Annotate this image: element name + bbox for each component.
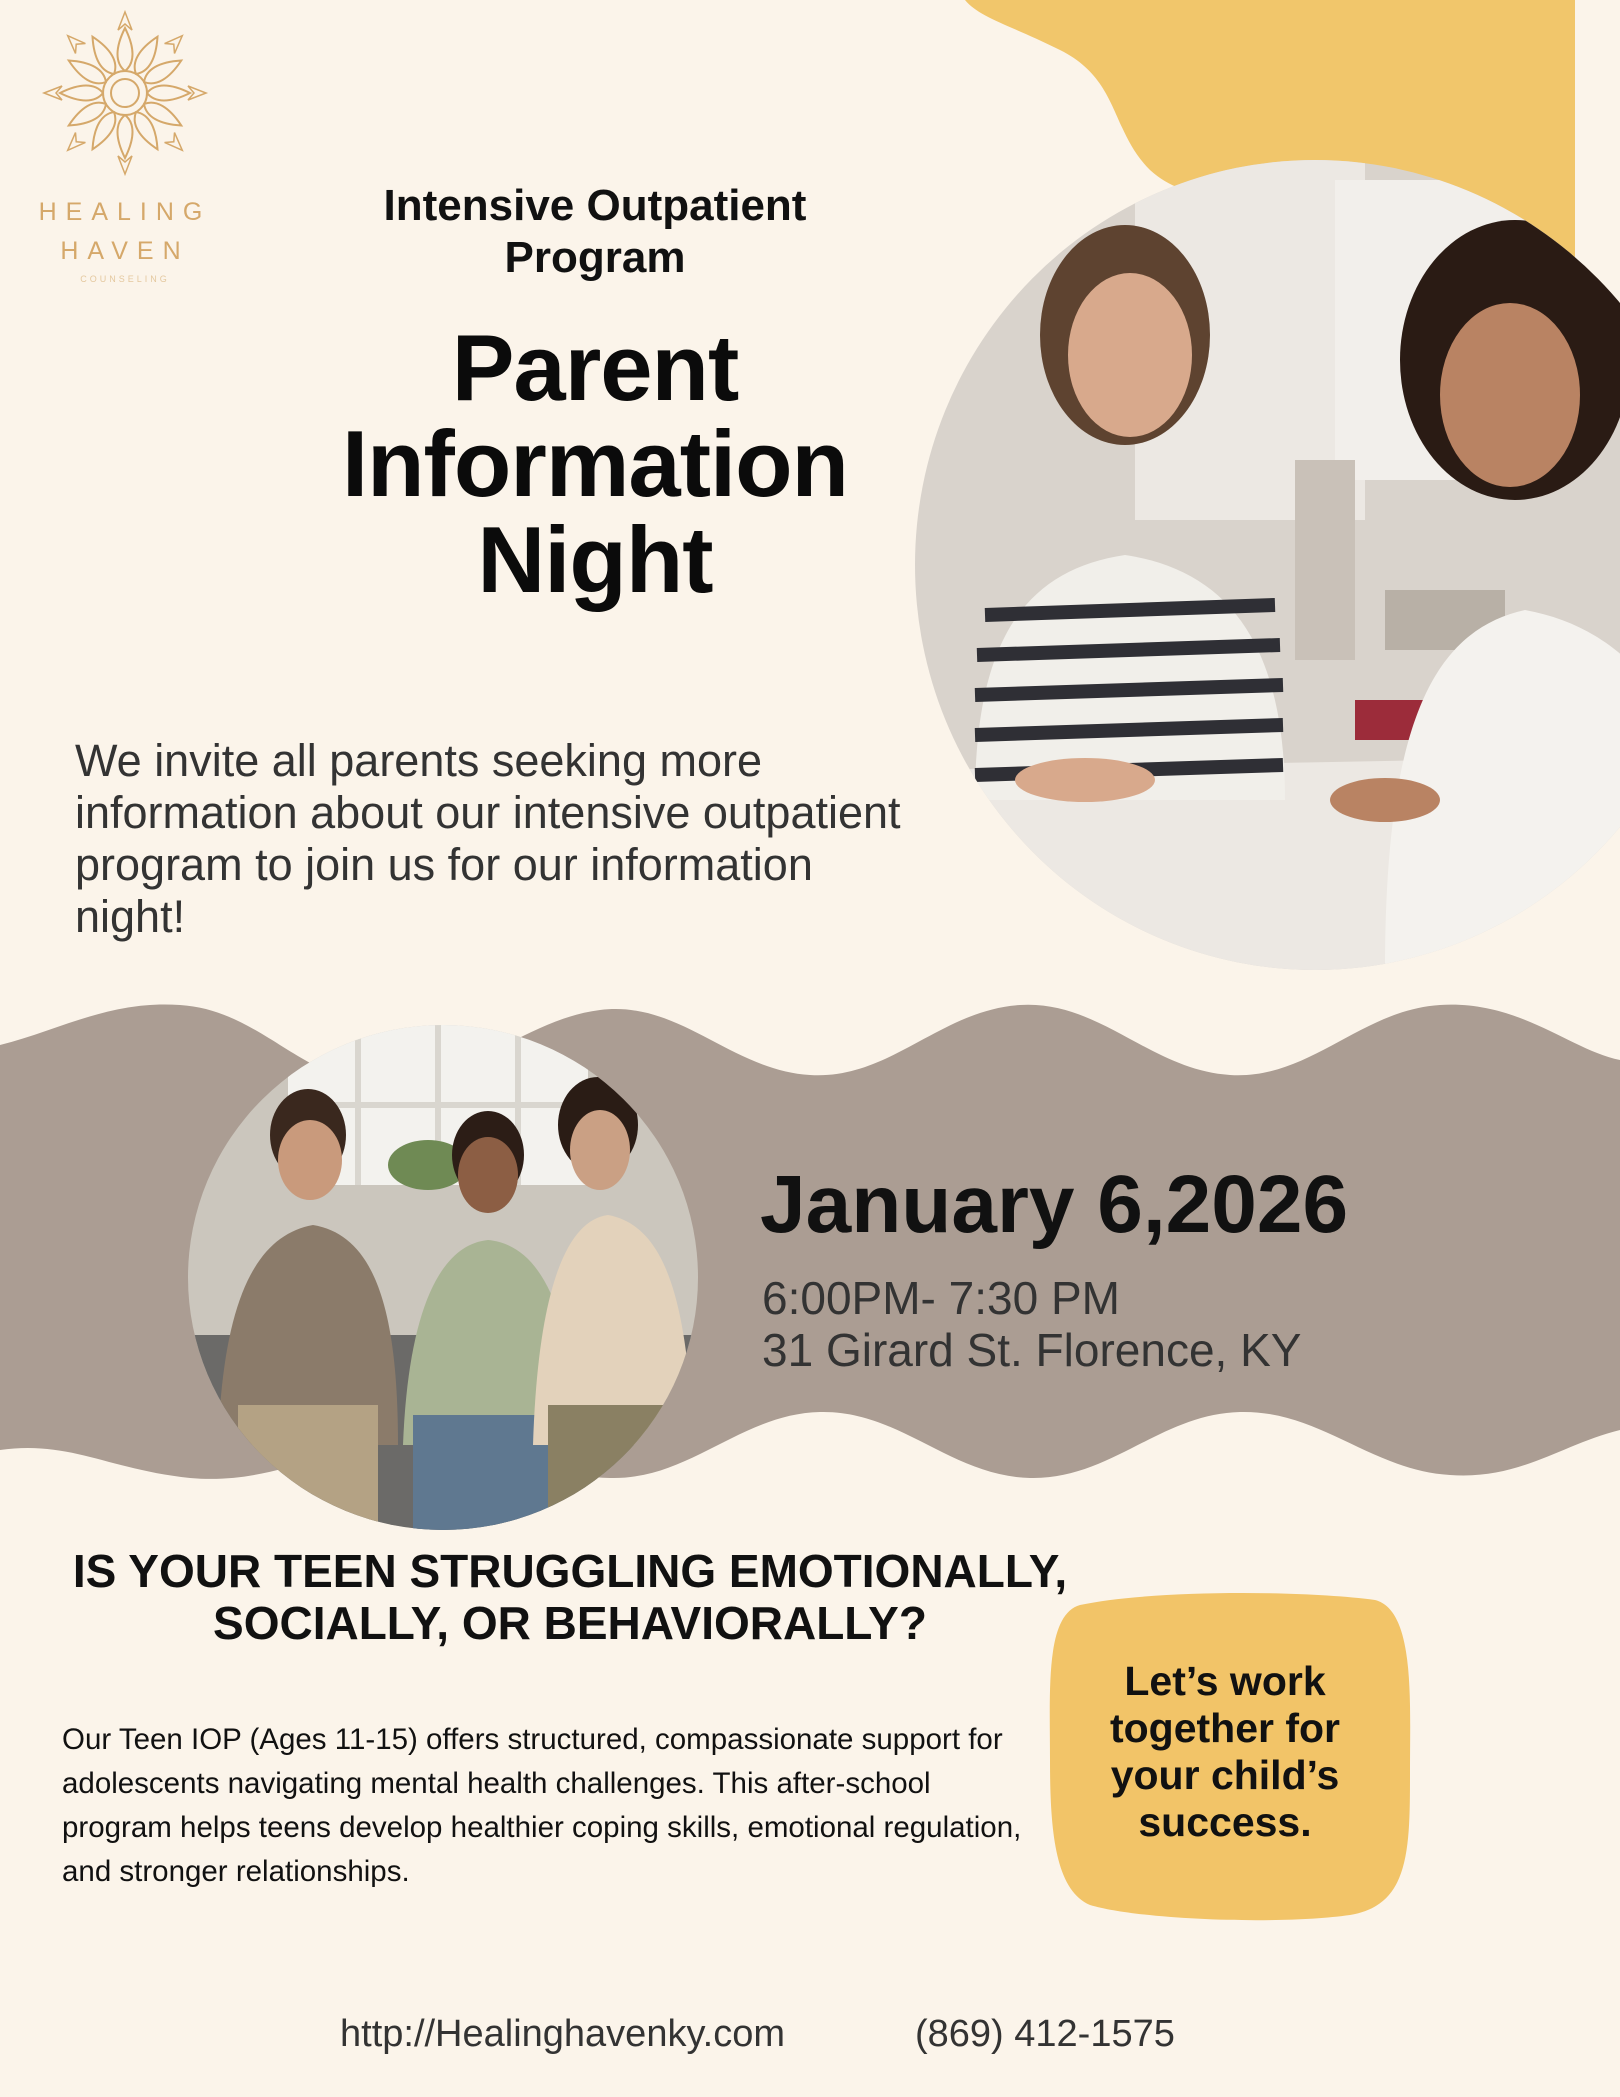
event-title-line1: Parent [451,315,739,420]
event-title [270,315,920,612]
cta-line2: together for [1109,1705,1341,1751]
website-link[interactable]: http://Healinghavenky.com [340,2013,785,2055]
event-title-line2: Information [342,411,848,516]
brand-logo [30,8,220,288]
brand-tagline: COUNSELING [80,274,170,284]
brand-name-line2: HAVEN [60,237,190,265]
program-title: Intensive Outpatient Program [383,181,807,282]
event-address: 31 Girard St. Florence, KY [762,1324,1302,1376]
event-title-line3: Night [477,507,713,612]
cta-line1: Let’s work [1124,1658,1326,1704]
event-date: January 6,2026 [760,1159,1349,1250]
mandala-logo-icon [40,8,210,178]
program-description: Our Teen IOP (Ages 11-15) offers structured, compassionate support for adolescents navigating mental health challenges. This after-school program helps teens develop healthier coping skills, emotional regulation, and stronger relationships. [62,1723,1022,1888]
cta-line3: your child’s [1110,1752,1340,1798]
question-line1: IS YOUR TEEN STRUGGLING EMOTIONALLY, [72,1545,1068,1597]
photo-family-group [188,1025,698,1530]
question-heading [40,1545,1100,1649]
cta-message [1055,1658,1395,1846]
brand-name-line1: HEALING [38,198,212,226]
phone-number[interactable]: (869) 412-1575 [915,2013,1175,2055]
cta-line4: success. [1138,1799,1312,1845]
question-line2: SOCIALLY, OR BEHAVIORALLY? [213,1597,927,1649]
event-time: 6:00PM- 7:30 PM [762,1272,1120,1324]
intro-paragraph: We invite all parents seeking more information about our intensive outpatient program to join us for our information night! [75,735,901,942]
